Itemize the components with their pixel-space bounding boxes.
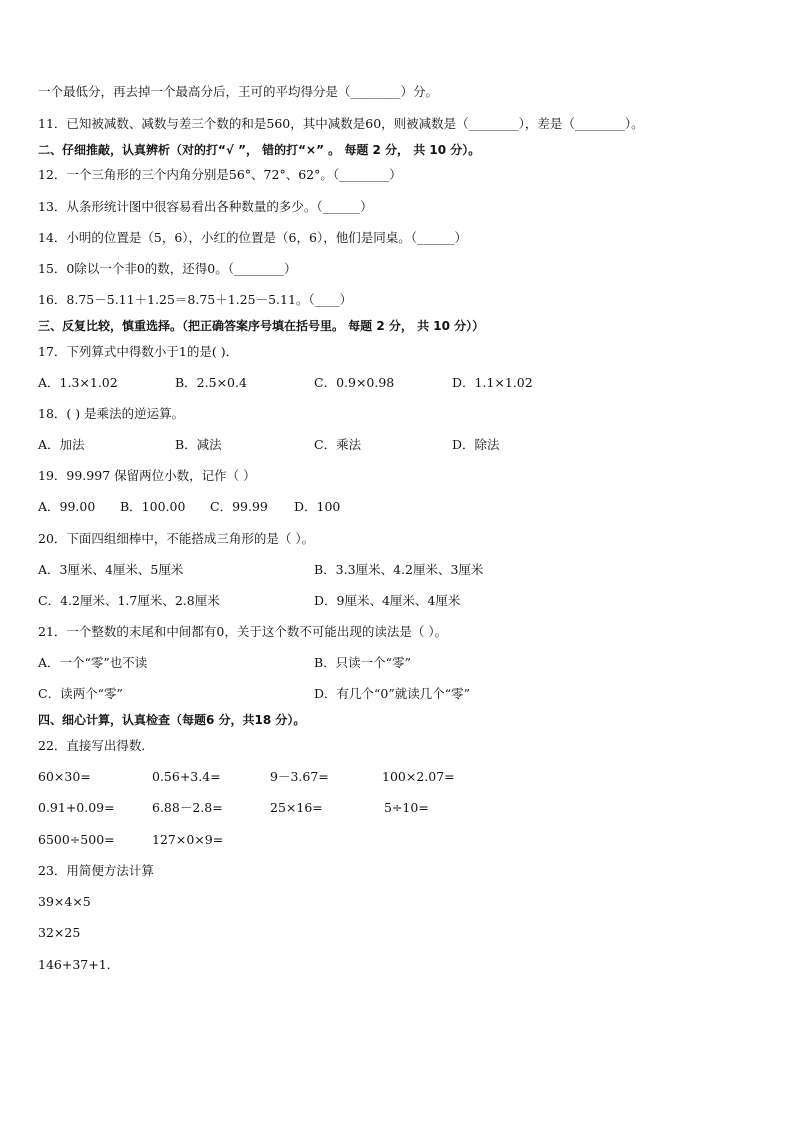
question-18: 18．( ) 是乘法的逆运算。 (38, 406, 185, 421)
question-19: 19．99.997 保留两位小数，记作（ ） (38, 468, 256, 483)
option-b: B．只读一个“零” (314, 655, 411, 670)
question-11: 11．已知被减数、减数与差三个数的和是560，其中减数是60，则被减数是（________），差是（________）。 (38, 116, 644, 131)
question-14: 14．小明的位置是（5，6），小红的位置是（6，6），他们是同桌。（______） (38, 230, 467, 245)
question-12: 12．一个三角形的三个内角分别是56°、72°、62°。（________） (38, 167, 402, 182)
question-23: 23．用简便方法计算 (38, 863, 154, 878)
option-c: C．4.2厘米、1.7厘米、2.8厘米 (38, 593, 220, 608)
section-3-heading: 三、反复比较，慎重选择。（把正确答案序号填在括号里。 每题 2 分， 共 10 分）） (38, 319, 485, 333)
option-b: B．2.5×0.4 (175, 375, 247, 390)
option-c: C．0.9×0.98 (314, 375, 395, 390)
question-22: 22．直接写出得数． (38, 738, 154, 753)
calc-item: 9－3.67= (270, 769, 329, 784)
calc-item: 6.88－2.8= (152, 800, 223, 815)
calc-item: 5÷10= (384, 800, 429, 815)
question-16: 16．8.75－5.11＋1.25＝8.75＋1.25－5.11。（____） (38, 292, 353, 307)
question-15: 15．0除以一个非0的数，还得0。（________） (38, 261, 297, 276)
calc-item: 100×2.07= (382, 769, 455, 784)
option-c: C．99.99 (210, 499, 268, 514)
calc-item: 60×30= (38, 769, 91, 784)
option-b: B．3.3厘米、4.2厘米、3厘米 (314, 562, 484, 577)
option-b: B．100.00 (120, 499, 186, 514)
calc-item: 0.56+3.4= (152, 769, 221, 784)
option-b: B．减法 (175, 437, 222, 452)
section-2-heading: 二、仔细推敲，认真辨析（对的打“√ ”， 错的打“×” 。 每题 2 分， 共 10 分）。 (38, 143, 481, 157)
calc-expression: 39×4×5 (38, 894, 91, 909)
option-d: D．1.1×1.02 (452, 375, 533, 390)
option-a: A．3厘米、4厘米、5厘米 (38, 562, 184, 577)
option-a: A．99.00 (38, 499, 96, 514)
option-d: D．9厘米、4厘米、4厘米 (314, 593, 461, 608)
question-21: 21．一个整数的末尾和中间都有0，关于这个数不可能出现的读法是（ ）。 (38, 624, 448, 639)
calc-item: 25×16= (270, 800, 323, 815)
calc-item: 6500÷500= (38, 832, 115, 847)
option-c: C．读两个“零” (38, 686, 123, 701)
question-13: 13．从条形统计图中很容易看出各种数量的多少。（______） (38, 199, 373, 214)
option-d: D．100 (294, 499, 341, 514)
calc-expression: 146+37+1． (38, 957, 120, 972)
option-d: D．除法 (452, 437, 500, 452)
option-c: C．乘法 (314, 437, 362, 452)
question-20: 20．下面四组细棒中，不能搭成三角形的是（ ）。 (38, 531, 315, 546)
section-4-heading: 四、细心计算，认真检查（每题6 分，共18 分）。 (38, 713, 306, 727)
question-10-continued: 一个最低分，再去掉一个最高分后，王可的平均得分是（________）分。 (38, 84, 439, 99)
option-a: A．加法 (38, 437, 85, 452)
question-17: 17．下列算式中得数小于1的是( )． (38, 344, 239, 359)
option-d: D．有几个“0”就读几个“零” (314, 686, 471, 701)
option-a: A．一个“零”也不读 (38, 655, 148, 670)
option-a: A．1.3×1.02 (38, 375, 118, 390)
calc-item: 0.91+0.09= (38, 800, 115, 815)
calc-item: 127×0×9= (152, 832, 224, 847)
calc-expression: 32×25 (38, 925, 81, 940)
